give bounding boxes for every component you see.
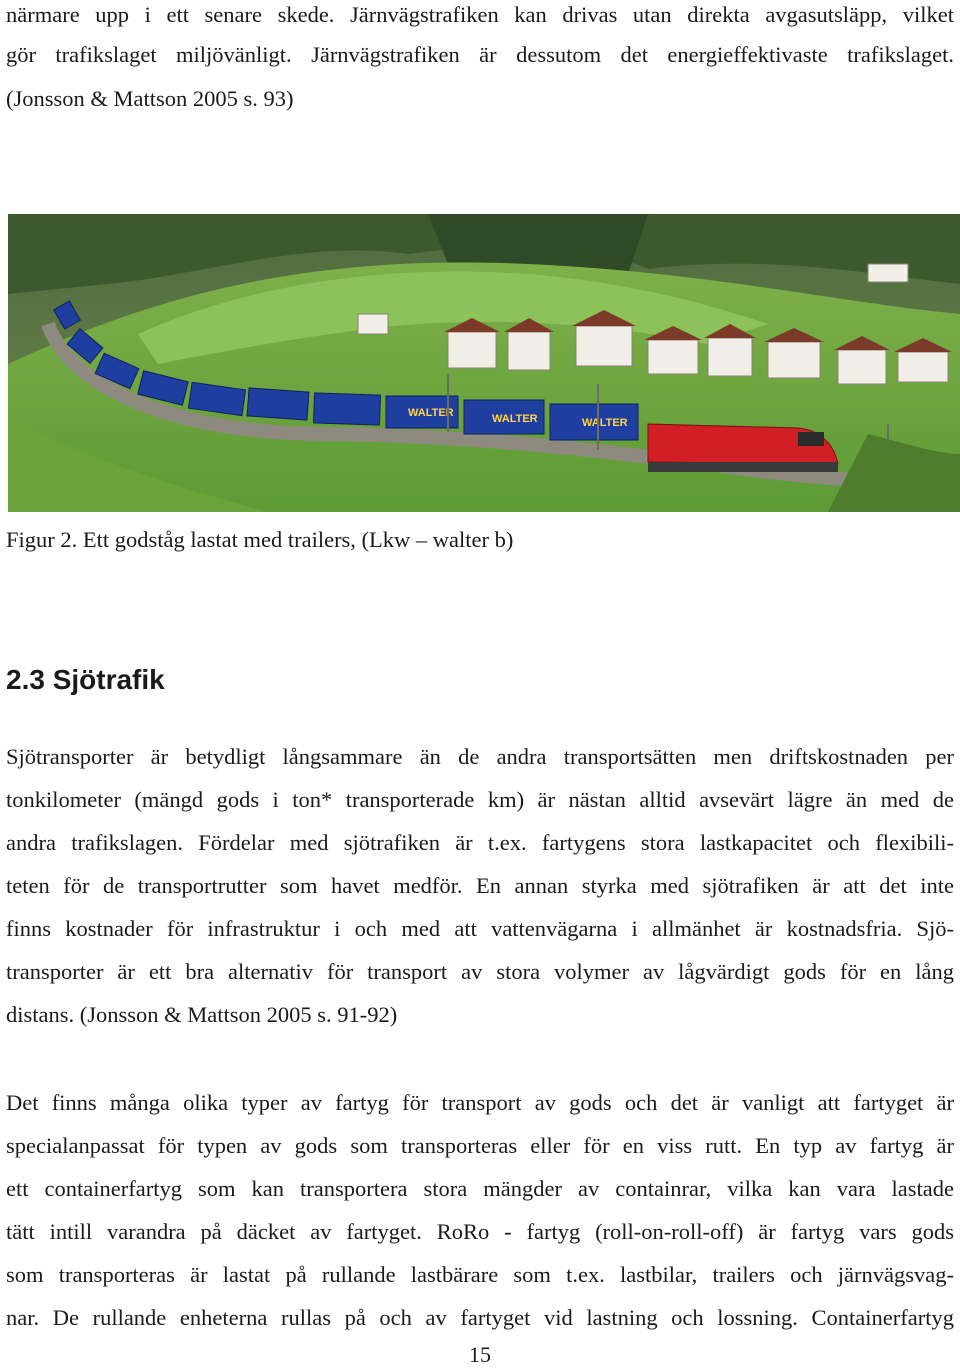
intro-line-1: närmare upp i ett senare skede. Järnvägstrafiken kan drivas utan direkta avgasutsläpp, vilket [6,2,954,27]
paragraph1-line-2: tonkilometer (mängd gods i ton* transporterade km) är nästan alltid avsevärt lägre än med de [6,787,954,812]
figure-caption: Figur 2. Ett godståg lastat med trailers, (Lkw – walter b) [6,527,514,552]
page-number: 15 [469,1342,491,1367]
paragraph1-line-3: andra trafikslagen. Fördelar med sjötrafiken är t.ex. fartygens stora lastkapacitet och flexibili- [6,830,954,855]
paragraph2-line-1: Det finns många olika typer av fartyg för transport av gods och det är vanligt att fartyget är [6,1090,954,1115]
intro-line-2: gör trafikslaget miljövänligt. Järnvägstrafiken är dessutom det energieffektivaste trafikslaget. [6,42,954,67]
paragraph1-line-7: distans. (Jonsson & Mattson 2005 s. 91-92) [6,1002,398,1027]
paragraph2-line-5: som transporteras är lastat på rullande lastbärare som t.ex. lastbilar, trailers och järnvägsvag- [6,1262,954,1287]
paragraph1-line-1: Sjötransporter är betydligt långsammare än de andra transportsätten men driftskostnaden per [6,744,954,769]
paragraph1-line-5: finns kostnader för infrastruktur i och med att vattenvägarna i allmänhet är kostnadsfria. Sjö- [6,916,954,941]
wagon-logo-text: WALTER [582,417,628,429]
paragraph2-line-6: nar. De rullande enheterna rullas på och av fartyget vid lastning och lossning. Containerfartyg [6,1305,954,1330]
paragraph2-line-2: specialanpassat för typen av gods som transporteras eller för en viss rutt. En typ av fartyg är [6,1133,954,1158]
paragraph1-line-6: transporter är ett bra alternativ för transport av stora volymer av lågvärdigt gods för en lång [6,959,954,984]
section-heading: 2.3 Sjötrafik [6,664,165,695]
intro-line-3: (Jonsson & Mattson 2005 s. 93) [6,86,294,111]
paragraph2-line-3: ett containerfartyg som kan transportera stora mängder av containrar, vilka kan vara lastade [6,1176,954,1201]
paragraph1-line-4: teten för de transportrutter som havet medför. En annan styrka med sjötrafiken är att det inte [6,873,954,898]
wagon-logo-text: WALTER [408,407,454,419]
paragraph2-line-4: tätt intill varandra på däcket av fartyget. RoRo - fartyg (roll-on-roll-off) är fartyg vars gods [6,1219,954,1244]
train-photo [8,214,960,512]
wagon-logo-text: WALTER [492,413,538,425]
